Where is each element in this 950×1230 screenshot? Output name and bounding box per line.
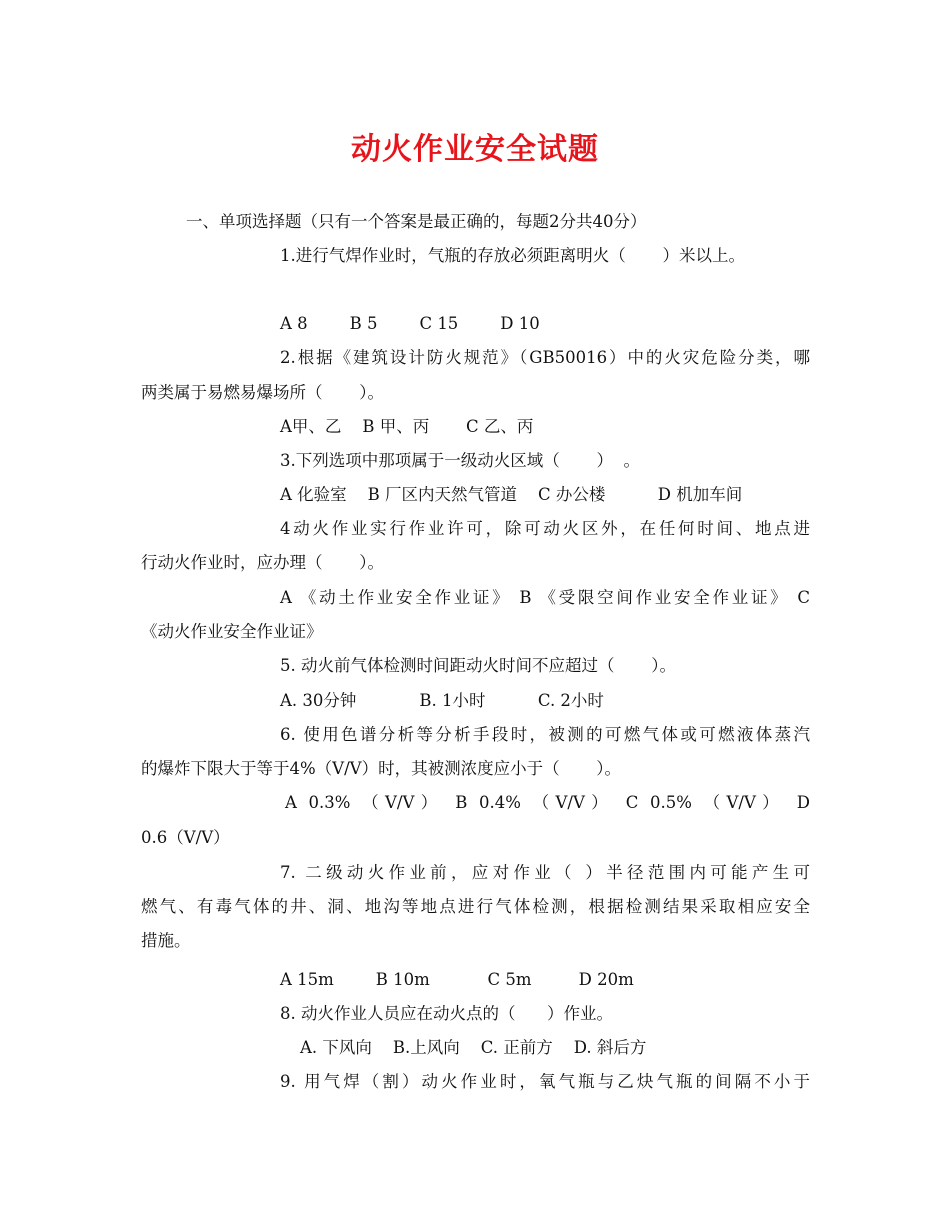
section-heading: 一、单项选择题（只有一个答案是最正确的，每题2分共40分） (186, 212, 647, 231)
question-6-line-2: 的爆炸下限大于等于4%（V/V）时，其被测浓度应小于（ ）。 (141, 759, 622, 778)
question-9: 9. 用气焊（割）动火作业时，氧气瓶与乙炔气瓶的间隔不小于 (280, 1072, 810, 1091)
question-4-line-1: 4动火作业实行作业许可，除可动火区外，在任何时间、地点进 (280, 519, 810, 538)
question-8-options: A. 下风向 B.上风向 C. 正前方 D. 斜后方 (300, 1038, 647, 1057)
question-4-line-2: 行动火作业时，应办理（ ）。 (141, 553, 384, 572)
question-6-line-1: 6. 使用色谱分析等分析手段时，被测的可燃气体或可燃液体蒸汽 (280, 725, 810, 744)
question-7-line-1: 7. 二级动火作业前，应对作业（ ）半径范围内可能产生可 (280, 863, 810, 882)
question-4-options-line-2: 《动火作业安全作业证》 (141, 622, 323, 641)
question-6-options-line-1: A 0.3% （V/V） B 0.4% （V/V） C 0.5% （V/V） D (285, 793, 810, 812)
page-title: 动火作业安全试题 (351, 132, 599, 167)
question-2-options: A甲、乙 B 甲、丙 C 乙、丙 (280, 417, 534, 436)
question-1: 1.进行气焊作业时，气瓶的存放必须距离明火（ ）米以上。 (280, 246, 745, 265)
question-1-options: A 8 B 5 C 15 D 10 (280, 314, 540, 333)
question-3: 3.下列选项中那项属于一级动火区域（ ） 。 (280, 451, 640, 470)
question-7-line-2: 燃气、有毒气体的井、洞、地沟等地点进行气体检测，根据检测结果采取相应安全 (141, 897, 810, 916)
question-7-line-3: 措施。 (141, 931, 191, 950)
question-8: 8. 动火作业人员应在动火点的（ ）作业。 (280, 1004, 613, 1023)
question-3-options: A 化验室 B 厂区内天然气管道 C 办公楼 D 机加车间 (280, 485, 743, 504)
question-4-options-line-1: A 《动土作业安全作业证》 B 《受限空间作业安全作业证》 C (280, 588, 810, 607)
question-6-options-line-2: 0.6（V/V） (141, 828, 230, 847)
question-2-line-2: 两类属于易燃易爆场所（ ）。 (141, 383, 384, 402)
question-2-line-1: 2.根据《建筑设计防火规范》（GB50016）中的火灾危险分类，哪 (280, 348, 810, 367)
question-7-options: A 15m B 10m C 5m D 20m (280, 970, 634, 989)
question-5: 5. 动火前气体检测时间距动火时间不应超过（ ）。 (280, 656, 676, 675)
question-5-options: A. 30分钟 B. 1小时 C. 2小时 (280, 691, 604, 710)
